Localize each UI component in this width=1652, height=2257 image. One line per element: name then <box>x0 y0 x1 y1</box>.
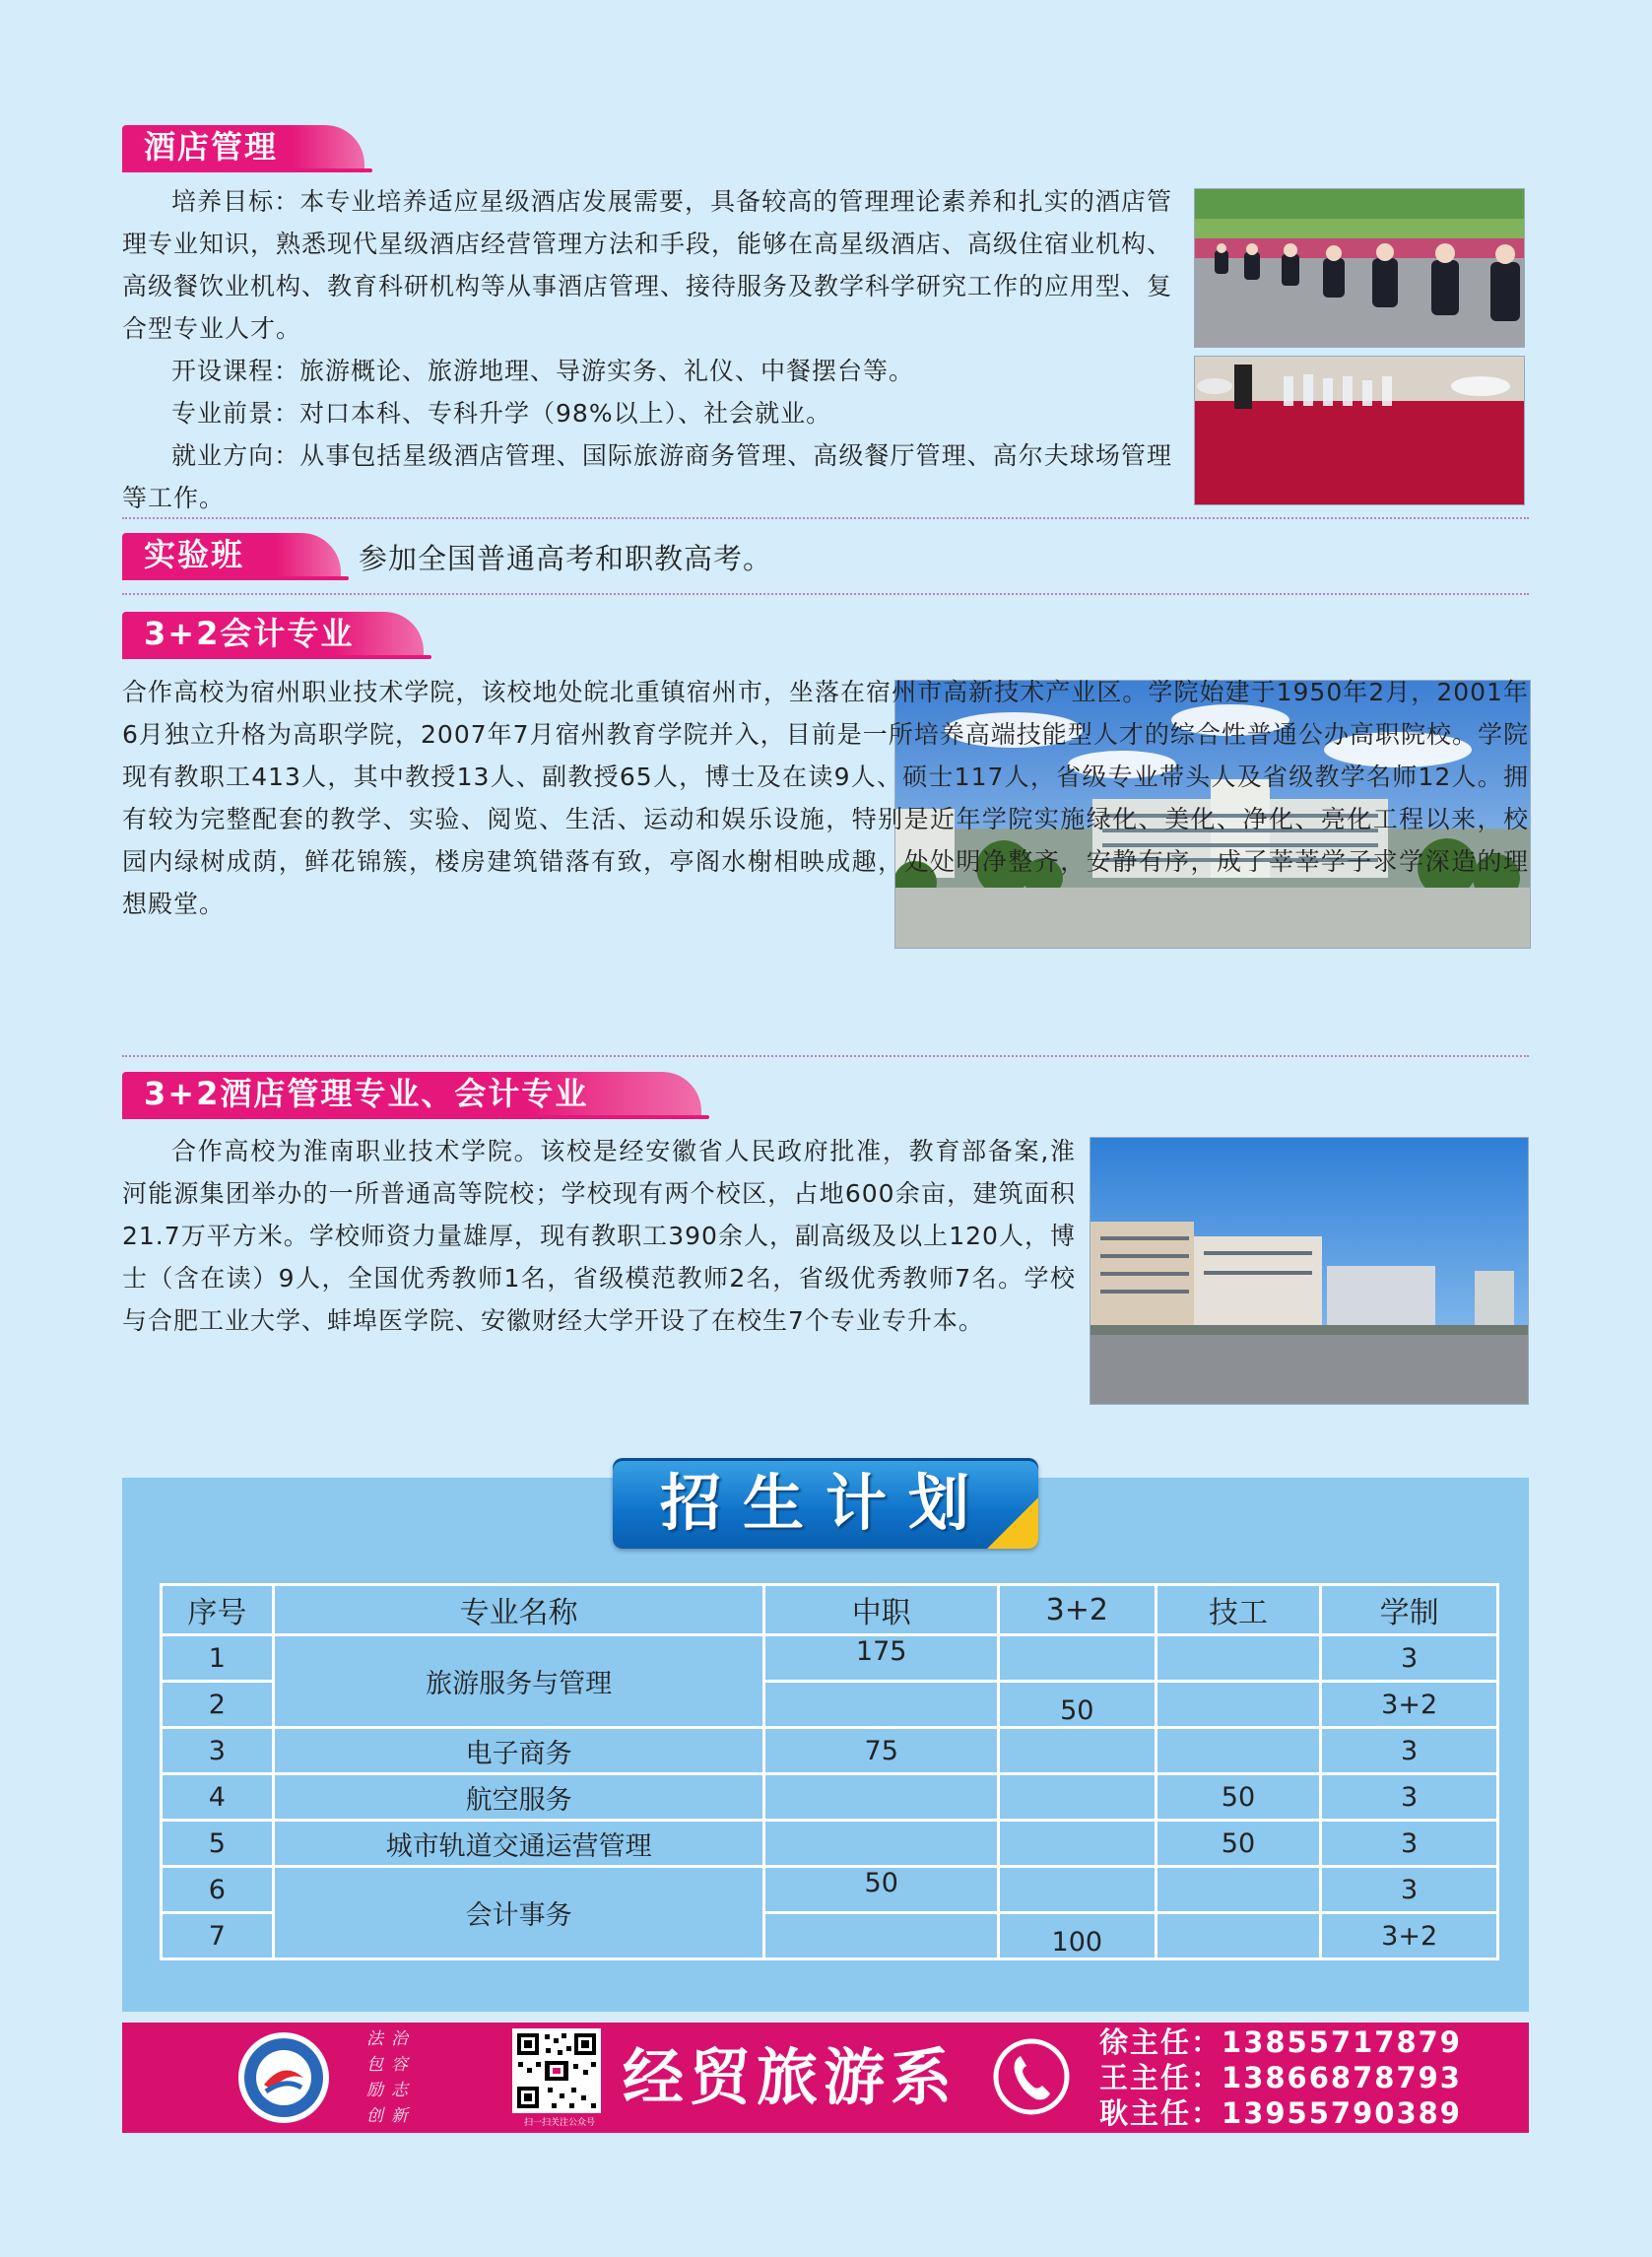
contact-phone[interactable]: 13955790389 <box>1222 2096 1462 2130</box>
row-3plus2 <box>998 1867 1156 1913</box>
header-major: 专业名称 <box>273 1585 764 1635</box>
motto-line-4: 创新 <box>366 2106 416 2126</box>
row-jigong: 50 <box>1156 1774 1321 1821</box>
row-major: 旅游服务与管理 <box>273 1635 764 1728</box>
row-major: 航空服务 <box>273 1774 764 1821</box>
row-xuezhi: 3 <box>1321 1774 1498 1821</box>
row-3plus2 <box>998 1635 1156 1682</box>
enrollment-plan-table <box>160 1583 1499 1960</box>
row-jigong: 50 <box>1156 1821 1321 1867</box>
contact-row <box>1099 2060 1462 2095</box>
row-3plus2: 50 <box>998 1682 1156 1728</box>
row-major: 城市轨道交通运营管理 <box>273 1821 764 1867</box>
row-zhongzhi: 175 <box>764 1635 998 1682</box>
header-no: 序号 <box>162 1585 274 1635</box>
contact-list <box>1099 2025 1462 2131</box>
row-xuezhi: 3 <box>1321 1821 1498 1867</box>
table-header-row <box>162 1585 1498 1635</box>
row-xuezhi: 3+2 <box>1321 1682 1498 1728</box>
qr-code[interactable] <box>512 2028 601 2113</box>
phone-icon <box>991 2036 1072 2117</box>
huainan-college-photo <box>1090 1137 1529 1405</box>
hotel-management-text <box>122 180 1172 519</box>
students-training-photo <box>1194 188 1525 348</box>
experimental-class-text: 参加全国普通高考和职教高考。 <box>359 542 773 575</box>
row-major: 会计事务 <box>273 1867 764 1959</box>
row-xuezhi: 3+2 <box>1321 1913 1498 1959</box>
row-jigong <box>1156 1913 1321 1959</box>
contact-phone[interactable]: 13855717879 <box>1222 2025 1462 2059</box>
hotel-accounting-32-text <box>122 1130 1076 1342</box>
qr-caption: 扫一扫关注公众号 <box>523 2118 595 2128</box>
school-logo-icon <box>236 2030 331 2125</box>
row-zhongzhi <box>764 1774 998 1821</box>
row-jigong <box>1156 1867 1321 1913</box>
table-setting-photo <box>1194 356 1525 505</box>
row-3plus2: 100 <box>998 1913 1156 1959</box>
row-jigong <box>1156 1635 1321 1682</box>
motto-line-3: 励志 <box>366 2081 416 2100</box>
contact-row <box>1099 2095 1462 2131</box>
header-xuezhi: 学制 <box>1321 1585 1498 1635</box>
row-zhongzhi <box>764 1913 998 1959</box>
header-zhongzhi: 中职 <box>764 1585 998 1635</box>
experimental-class-heading: 实验班 <box>122 533 341 576</box>
row-jigong <box>1156 1728 1321 1774</box>
row-no: 3 <box>162 1728 274 1774</box>
row-zhongzhi: 75 <box>764 1728 998 1774</box>
accounting-32-heading: 3+2会计专业 <box>122 612 424 655</box>
motto-line-1: 法治 <box>366 2029 416 2049</box>
hotel-management-heading: 酒店管理 <box>122 125 364 168</box>
motto-line-2: 包容 <box>366 2055 416 2075</box>
table-row <box>162 1635 1498 1682</box>
row-3plus2 <box>998 1774 1156 1821</box>
row-jigong <box>1156 1682 1321 1728</box>
footer-bar <box>122 2023 1529 2133</box>
row-no: 2 <box>162 1682 274 1728</box>
row-no: 4 <box>162 1774 274 1821</box>
row-xuezhi: 3 <box>1321 1867 1498 1913</box>
hotel-courses: 开设课程：旅游概论、旅游地理、导游实务、礼仪、中餐摆台等。 <box>171 357 915 385</box>
row-no: 1 <box>162 1635 274 1682</box>
enrollment-plan-title-text: 招生计划 <box>659 1467 991 1539</box>
divider-3 <box>122 1055 1529 1057</box>
accounting-32-description: 合作高校为宿州职业技术学院，该校地处皖北重镇宿州市，坐落在宿州市高新技术产业区。学院始建于1950年2月，2001年6月独立升格为高职学院，2007年7月宿州教育学院并入，目前是一所培养高端技能型人才的综合性普通公办高职院校。学院现有教职工413人，其中教授13人、副教授65人，博士及在读9人、硕士117人，省级专业带头人及省级教学名师12人。拥有较为完整配套的教学、实验、阅览、生活、运动和娱乐设施，特别是近年学院实施绿化、美化、净化、亮化工程以来，校园内绿树成荫，鲜花锦簇，楼房建筑错落有致，亭阁水榭相映成趣，处处明净整齐，安静有序，成了莘莘学子求学深造的理想殿堂。 <box>122 678 1529 918</box>
accounting-32-text <box>122 671 1529 925</box>
table-row <box>162 1774 1498 1821</box>
row-xuezhi: 3 <box>1321 1635 1498 1682</box>
row-no: 6 <box>162 1867 274 1913</box>
hotel-goal: 培养目标：本专业培养适应星级酒店发展需要，具备较高的管理理论素养和扎实的酒店管理专业知识，熟悉现代星级酒店经营管理方法和手段，能够在高星级酒店、高级住宿业机构、高级餐饮业机构、教育科研机构等从事酒店管理、接待服务及教学科学研究工作的应用型、复合型专业人才。 <box>122 187 1173 343</box>
divider-2 <box>122 593 1529 595</box>
hotel-career: 就业方向：从事包括星级酒店管理、国际旅游商务管理、高级餐厅管理、高尔夫球场管理等工作。 <box>122 441 1172 512</box>
row-no: 7 <box>162 1913 274 1959</box>
hotel-accounting-32-heading: 3+2酒店管理专业、会计专业 <box>122 1072 701 1115</box>
row-3plus2 <box>998 1728 1156 1774</box>
header-jigong: 技工 <box>1156 1585 1321 1635</box>
school-motto <box>366 2026 435 2129</box>
divider-1 <box>122 517 1529 519</box>
row-no: 5 <box>162 1821 274 1867</box>
hotel-prospect: 专业前景：对口本科、专科升学（98%以上）、社会就业。 <box>171 399 832 428</box>
contact-row <box>1099 2025 1462 2060</box>
department-name: 经贸旅游系 <box>623 2041 958 2113</box>
contact-label: 王主任： <box>1099 2061 1222 2094</box>
hotel-accounting-32-description: 合作高校为淮南职业技术学院。该校是经安徽省人民政府批准，教育部备案,淮河能源集团举办的一所普通高等院校；学校现有两个校区，占地600余亩，建筑面积21.7万平方米。学校师资力量雄厚，现有教职工390余人，副高级及以上120人，博士（含在读）9人，全国优秀教师1名，省级模范教师2名，省级优秀教师7名。学校与合肥工业大学、蚌埠医学院、安徽财经大学开设了在校生7个专业专升本。 <box>122 1137 1076 1335</box>
row-xuezhi: 3 <box>1321 1728 1498 1774</box>
row-zhongzhi <box>764 1821 998 1867</box>
enrollment-plan-title <box>613 1458 1038 1549</box>
title-corner-decoration <box>987 1497 1038 1549</box>
contact-label: 耿主任： <box>1099 2096 1222 2130</box>
header-3plus2: 3+2 <box>998 1585 1156 1635</box>
row-3plus2 <box>998 1821 1156 1867</box>
table-row <box>162 1821 1498 1867</box>
row-zhongzhi <box>764 1682 998 1728</box>
row-zhongzhi: 50 <box>764 1867 998 1913</box>
table-row <box>162 1728 1498 1774</box>
table-row <box>162 1867 1498 1913</box>
contact-label: 徐主任： <box>1099 2025 1222 2059</box>
contact-phone[interactable]: 13866878793 <box>1222 2061 1462 2094</box>
row-major: 电子商务 <box>273 1728 764 1774</box>
